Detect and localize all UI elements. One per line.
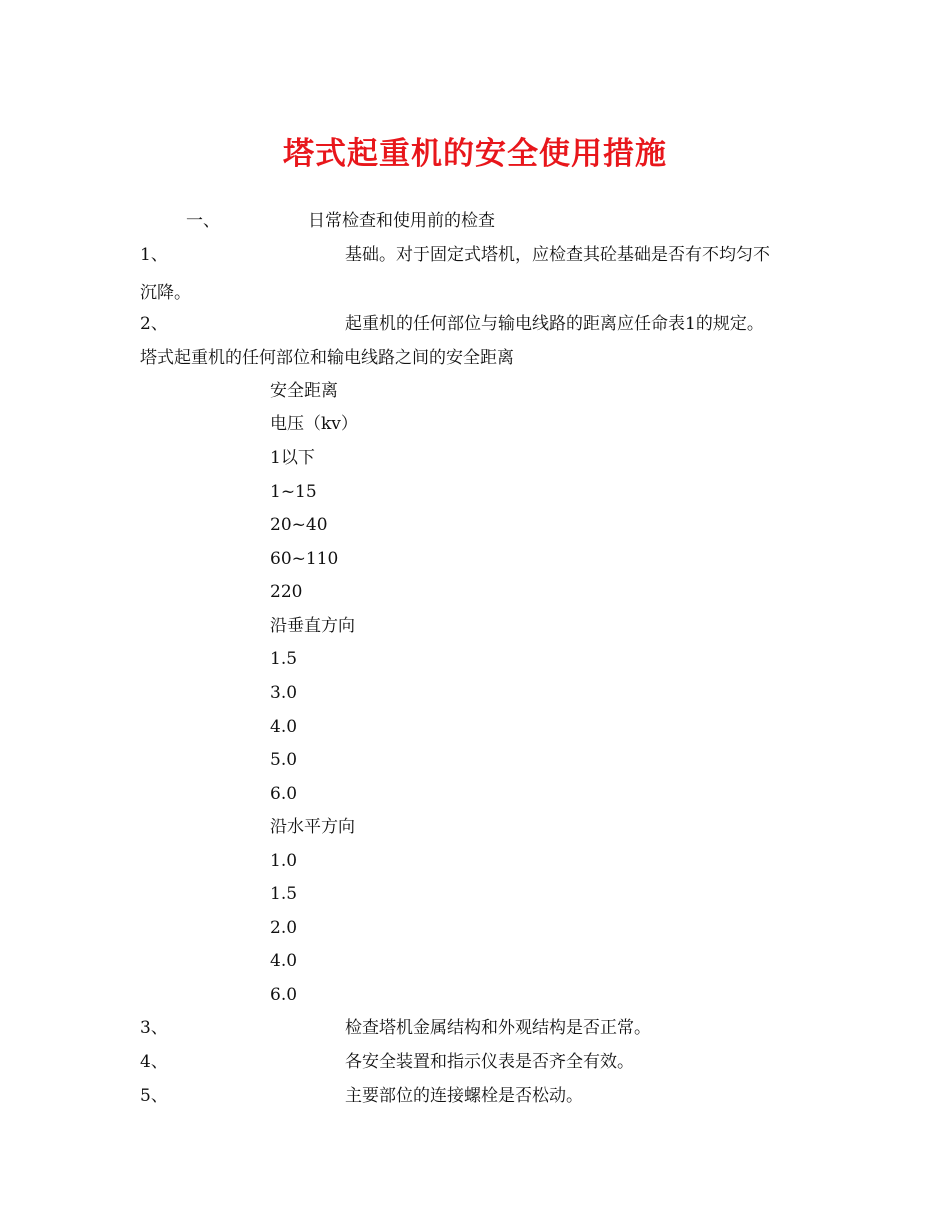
section-number: 一、: [186, 211, 220, 231]
table-cell: 6.0: [270, 985, 298, 1005]
table-cell: 60~110: [270, 549, 339, 569]
table-cell: 1.5: [270, 649, 298, 669]
item-number: 1、: [140, 245, 168, 265]
item-text: 检查塔机金属结构和外观结构是否正常。: [345, 1018, 651, 1038]
item-number: 3、: [140, 1018, 168, 1038]
table-cell: 4.0: [270, 951, 298, 971]
table-cell: 4.0: [270, 717, 298, 737]
table-cell: 2.0: [270, 918, 298, 938]
item-number: 2、: [140, 314, 168, 334]
item-number: 4、: [140, 1052, 168, 1072]
table-cell: 3.0: [270, 683, 298, 703]
table-cell: 220: [270, 582, 303, 602]
table-cell: 1以下: [270, 448, 315, 468]
table-caption: 塔式起重机的任何部位和输电线路之间的安全距离: [140, 348, 514, 368]
table-cell: 5.0: [270, 750, 298, 770]
item-text: 各安全装置和指示仪表是否齐全有效。: [345, 1052, 634, 1072]
item-number: 5、: [140, 1086, 168, 1106]
item-text: 主要部位的连接螺栓是否松动。: [345, 1086, 583, 1106]
document-title: 塔式起重机的安全使用措施: [283, 136, 667, 172]
item-text: 起重机的任何部位与输电线路的距离应任命表1的规定。: [345, 314, 764, 334]
table-cell: 电压（kv）: [270, 414, 358, 434]
table-cell: 沿水平方向: [270, 817, 355, 837]
table-cell: 6.0: [270, 784, 298, 804]
item-text: 基础。对于固定式塔机，应检查其砼基础是否有不均匀不: [345, 245, 770, 265]
table-cell: 安全距离: [270, 381, 338, 401]
table-cell: 沿垂直方向: [270, 616, 355, 636]
item-text-continuation: 沉降。: [140, 283, 191, 303]
table-cell: 1~15: [270, 482, 317, 502]
table-cell: 1.5: [270, 884, 298, 904]
table-cell: 1.0: [270, 851, 298, 871]
section-heading: 日常检查和使用前的检查: [308, 211, 495, 231]
table-cell: 20~40: [270, 515, 328, 535]
